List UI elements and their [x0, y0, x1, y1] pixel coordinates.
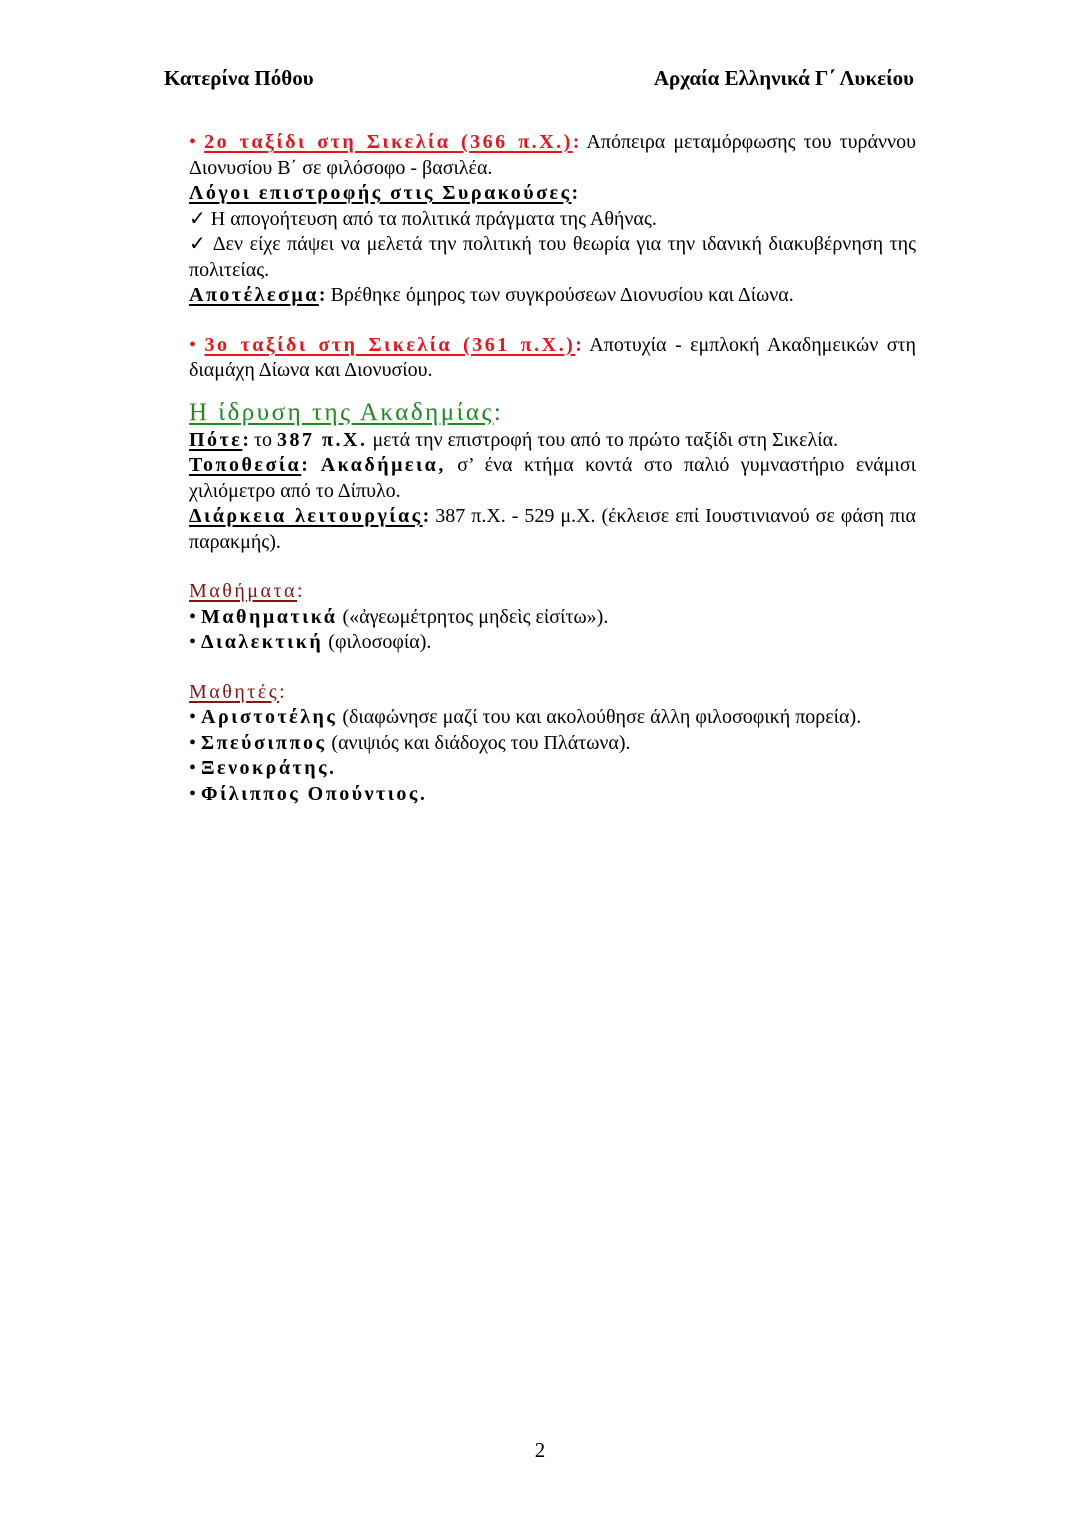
trip2-paragraph: • 2ο ταξίδι στη Σικελία (366 π.Χ.): Απόπειρα μεταμόρφωσης του τυράννου Διονυσίου Β΄ σε φιλόσοφο - βασιλέα.	[189, 131, 916, 179]
result-label: Αποτέλεσμα	[189, 284, 319, 306]
trip3-paragraph: • 3ο ταξίδι στη Σικελία (361 π.Χ.): Αποτυχία - εμπλοκή Ακαδημεικών στη διαμάχη Δίωνα και Διονυσίου.	[189, 333, 917, 381]
trip3-text: Αποτυχία - εμπλοκή Ακαδημεικών στη διαμάχη Δίωνα και Διονυσίου.	[189, 333, 917, 381]
reason-item-1: ✓ Η απογοήτευση από τα πολιτικά πράγματα της Αθήνας.	[189, 207, 657, 230]
bullet-icon: •	[189, 706, 197, 728]
header-course: Αρχαία Ελληνικά Γ΄ Λυκείου	[653, 66, 914, 90]
list-item: • Φίλιππος Οπούντιος.	[189, 782, 428, 805]
list-item: • Διαλεκτική (φιλοσοφία).	[189, 631, 432, 653]
bullet-icon: •	[189, 131, 197, 153]
bullet-icon: •	[189, 631, 197, 653]
header-author: Κατερίνα Πόθου	[164, 66, 314, 90]
bullet-icon: •	[189, 731, 197, 754]
bullet-icon: •	[189, 782, 197, 805]
section-heading-academy: Η ίδρυση της Ακαδημίας:	[189, 398, 501, 426]
result-line: Αποτέλεσμα: Βρέθηκε όμηρος των συγκρούσεων Διονυσίου και Δίωνα.	[189, 284, 794, 306]
list-item: • Σπεύσιππος (ανιψιός και διάδοχος του Πλάτωνα).	[189, 731, 631, 754]
students-heading: Μαθητές:	[189, 680, 285, 703]
academy-duration: Διάρκεια λειτουργίας: 387 π.Χ. - 529 μ.Χ. (έκλεισε επί Ιουστινιανού σε φάση πια παρακμής).	[189, 505, 916, 553]
trip2-title: 2ο ταξίδι στη Σικελία (366 π.Χ.)	[204, 131, 573, 153]
checkmark-icon: ✓	[189, 207, 206, 230]
page-content	[164, 130, 916, 807]
reasons-heading: Λόγοι επιστροφής στις Συρακούσες:	[189, 182, 579, 204]
list-item: • Αριστοτέλης (διαφώνησε μαζί του και ακολούθησε άλλη φιλοσοφική πορεία).	[189, 706, 862, 728]
trip2-text: Απόπειρα μεταμόρφωσης του τυράννου Διονυσίου Β΄ σε φιλόσοφο - βασιλέα.	[189, 131, 916, 179]
bullet-icon: •	[189, 757, 197, 779]
list-item: • Μαθηματικά («ἀγεωμέτρητος μηδεὶς εἰσίτω»).	[189, 605, 609, 628]
academy-when: Πότε: το 387 π.Χ. μετά την επιστροφή του από το πρώτο ταξίδι στη Σικελία.	[189, 428, 839, 451]
reason-item-2: ✓ Δεν είχε πάψει να μελετά την πολιτική του θεωρία για την ιδανική διακυβέρνηση της πολιτείας.	[189, 233, 916, 281]
page-number: 2	[534, 1438, 546, 1462]
bullet-icon: •	[189, 605, 197, 628]
lessons-heading: Μαθήματα:	[189, 580, 303, 602]
checkmark-icon: ✓	[189, 233, 208, 255]
list-item: • Ξενοκράτης.	[189, 757, 337, 779]
bullet-icon: •	[189, 333, 197, 356]
reasons-label: Λόγοι επιστροφής στις Συρακούσες	[189, 182, 572, 204]
trip3-title: 3ο ταξίδι στη Σικελία (361 π.Χ.)	[204, 333, 576, 356]
result-text: Βρέθηκε όμηρος των συγκρούσεων Διονυσίου και Δίωνα.	[325, 284, 794, 306]
academy-location: Τοποθεσία: Ακαδήμεια, σ’ ένα κτήμα κοντά στο παλιό γυμναστήριο ενάμισι χιλιόμετρο από το Δίπυλο.	[189, 454, 917, 502]
